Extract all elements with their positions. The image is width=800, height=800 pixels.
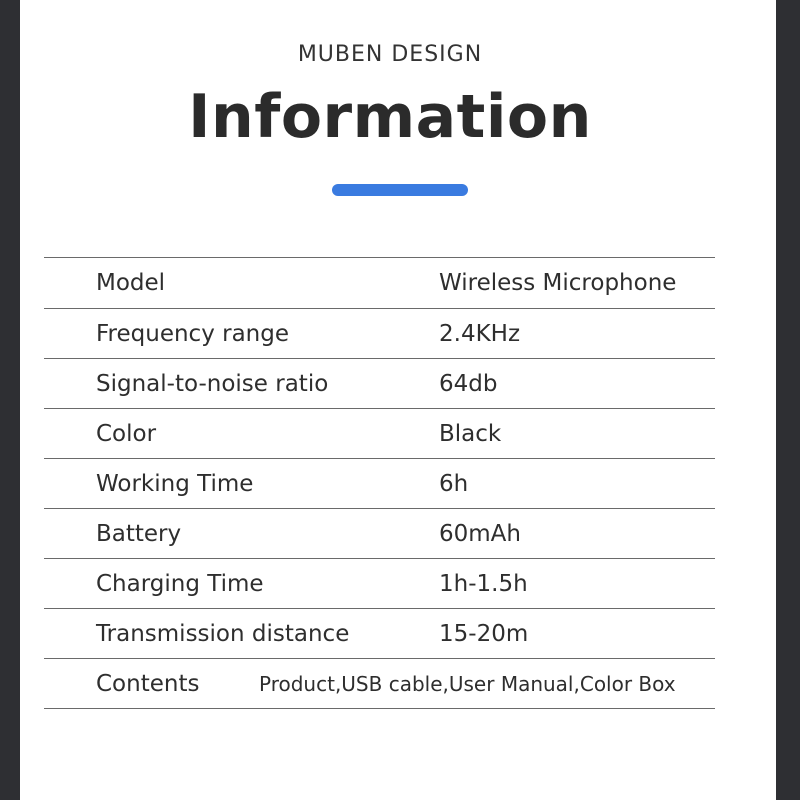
spec-row-frequency <box>44 309 715 359</box>
spec-value: Product,USB cable,User Manual,Color Box <box>259 671 676 696</box>
spec-row-model <box>44 258 715 309</box>
spec-label: Frequency range <box>96 320 290 347</box>
spec-row-battery <box>44 509 715 559</box>
spec-value: Wireless Microphone <box>439 270 677 296</box>
spec-value: Black <box>439 420 502 447</box>
spec-label: Contents <box>96 670 200 697</box>
brand-name: MUBEN DESIGN <box>297 42 483 67</box>
spec-value: 15-20m <box>439 620 529 647</box>
spec-row-transmission <box>44 609 715 659</box>
spec-label: Signal-to-noise ratio <box>96 370 329 397</box>
spec-value: 1h-1.5h <box>439 570 528 597</box>
spec-row-contents <box>44 659 715 709</box>
spec-value: 60mAh <box>439 520 521 547</box>
spec-label: Battery <box>96 520 182 547</box>
spec-row-charging-time <box>44 559 715 609</box>
spec-row-snr <box>44 359 715 409</box>
spec-value: 2.4KHz <box>439 320 521 347</box>
spec-label: Model <box>96 270 166 296</box>
info-page <box>20 0 776 800</box>
spec-row-color <box>44 409 715 459</box>
spec-label: Color <box>96 420 157 447</box>
spec-table <box>44 257 715 709</box>
spec-label: Transmission distance <box>96 620 350 647</box>
spec-label: Charging Time <box>96 570 264 597</box>
spec-value: 64db <box>439 370 498 397</box>
spec-label: Working Time <box>96 470 254 497</box>
page-title: Information <box>188 82 592 152</box>
spec-row-working-time <box>44 459 715 509</box>
title-underline <box>332 184 468 196</box>
spec-value: 6h <box>439 470 469 497</box>
